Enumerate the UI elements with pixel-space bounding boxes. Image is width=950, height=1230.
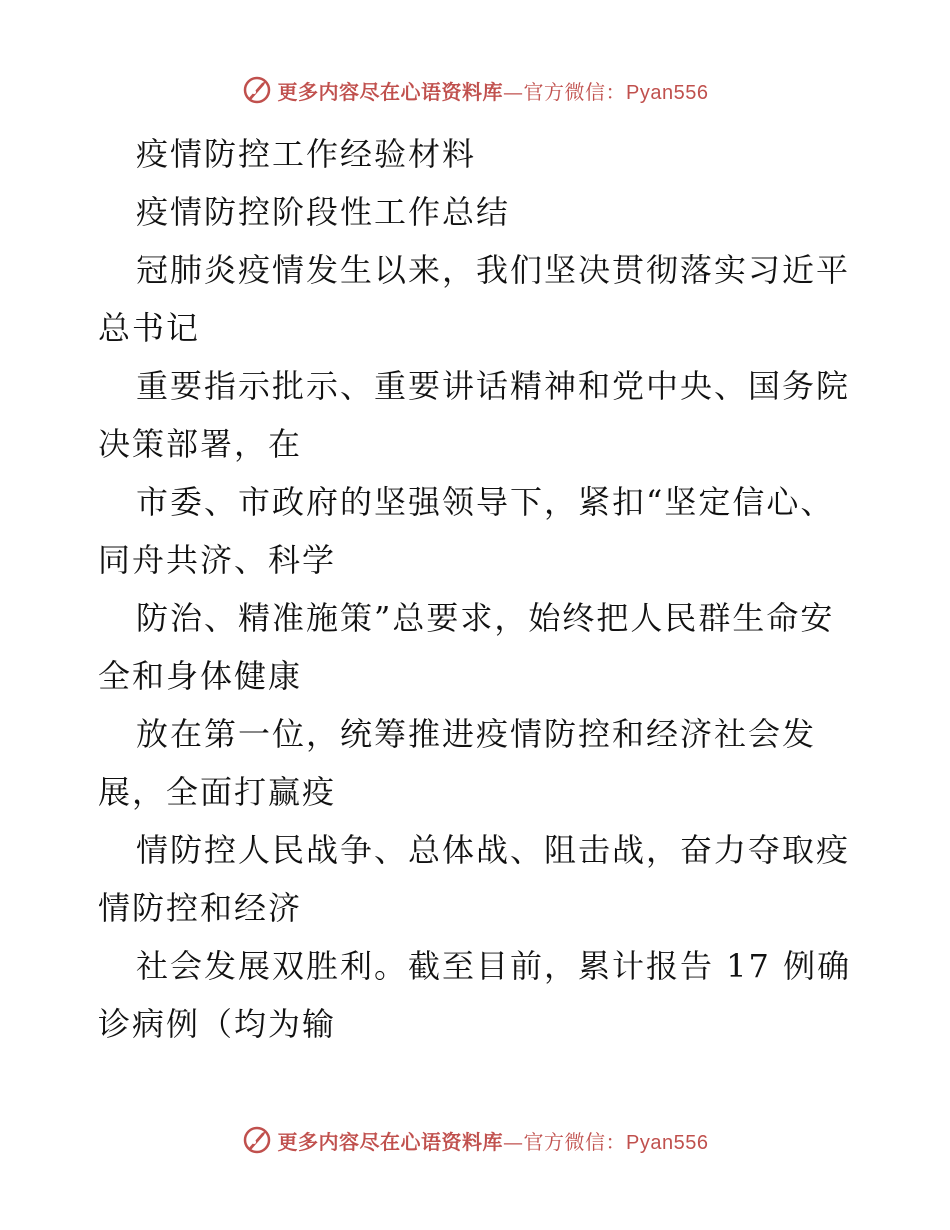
header-banner <box>0 70 950 110</box>
banner-brand-text: 更多内容尽在心语资料库 <box>277 79 504 104</box>
doc-paragraph: 社会发展双胜利。截至目前，累计报告 17 例确诊病例（均为输 <box>98 947 852 1043</box>
banner-wechat-id: Pyan556 <box>626 81 709 104</box>
banner-separator: — <box>503 79 524 104</box>
banner-wechat-label: 官方微信： <box>523 79 627 104</box>
doc-paragraph: 防治、精准施策”总要求，始终把人民群生命安全和身体健康 <box>98 599 835 695</box>
banner-wechat-label: 官方微信： <box>523 1129 627 1154</box>
footer-banner <box>0 1120 950 1160</box>
doc-paragraph: 重要指示批示、重要讲话精神和党中央、国务院决策部署，在 <box>98 367 851 463</box>
doc-paragraph: 冠肺炎疫情发生以来，我们坚决贯彻落实习近平总书记 <box>98 251 851 347</box>
banner-wechat-id: Pyan556 <box>626 1131 709 1154</box>
doc-subtitle: 疫情防控阶段性工作总结 <box>136 193 511 231</box>
document-body <box>98 125 858 1053</box>
quill-pen-circle-icon <box>242 75 272 105</box>
banner-brand-text: 更多内容尽在心语资料库 <box>277 1129 504 1154</box>
doc-title: 疫情防控工作经验材料 <box>136 135 477 173</box>
quill-pen-circle-icon <box>242 1125 272 1155</box>
banner-separator: — <box>503 1129 524 1154</box>
doc-paragraph: 放在第一位，统筹推进疫情防控和经济社会发展，全面打赢疫 <box>98 715 817 811</box>
doc-paragraph: 情防控人民战争、总体战、阻击战，奋力夺取疫情防控和经济 <box>98 831 851 927</box>
doc-paragraph: 市委、市政府的坚强领导下，紧扣“坚定信心、同舟共济、科学 <box>98 483 835 579</box>
